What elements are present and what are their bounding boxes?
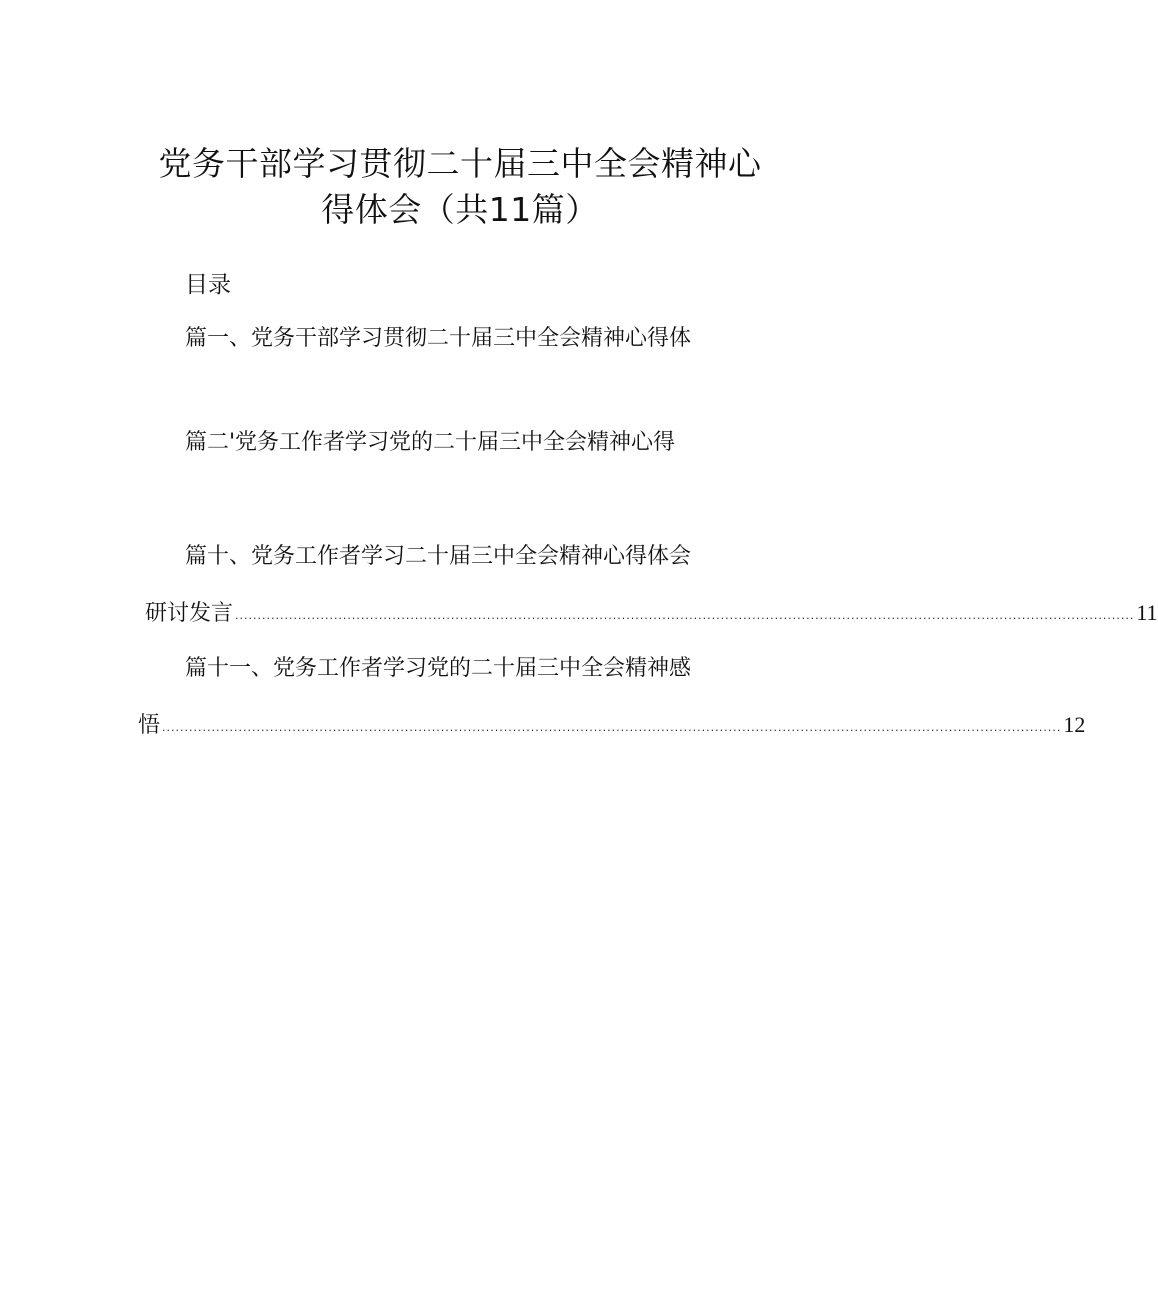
- toc-entry-4[interactable]: 篇十一、党务工作者学习党的二十届三中全会精神感: [185, 656, 692, 681]
- toc-entry-3-text: 研讨发言: [145, 601, 234, 626]
- toc-entry-1[interactable]: 篇一、党务干部学习贯彻二十届三中全会精神心得体: [185, 326, 692, 351]
- toc-entry-2[interactable]: 篇二'党务工作者学习党的二十届三中全会精神心得: [185, 430, 676, 455]
- dot-leader: ........................................................................................................................................................................................................: [235, 609, 1135, 622]
- toc-heading: 目录: [185, 272, 231, 298]
- toc-entry-3-continuation[interactable]: [145, 598, 1158, 632]
- dot-leader: ........................................................................................................................................................................................................: [162, 721, 1062, 734]
- toc-entry-4-continuation[interactable]: [138, 710, 1086, 744]
- toc-entry-3[interactable]: 篇十、党务工作者学习二十届三中全会精神心得体会: [185, 544, 692, 569]
- toc-entry-4-text: 悟: [138, 713, 161, 738]
- document-title-line-1: 党务干部学习贯彻二十届三中全会精神心: [158, 144, 762, 183]
- toc-entry-3-page-number: 11: [1136, 600, 1158, 625]
- toc-entry-4-page-number: 12: [1063, 712, 1086, 737]
- document-title-line-2: 得体会（共11篇）: [321, 190, 599, 229]
